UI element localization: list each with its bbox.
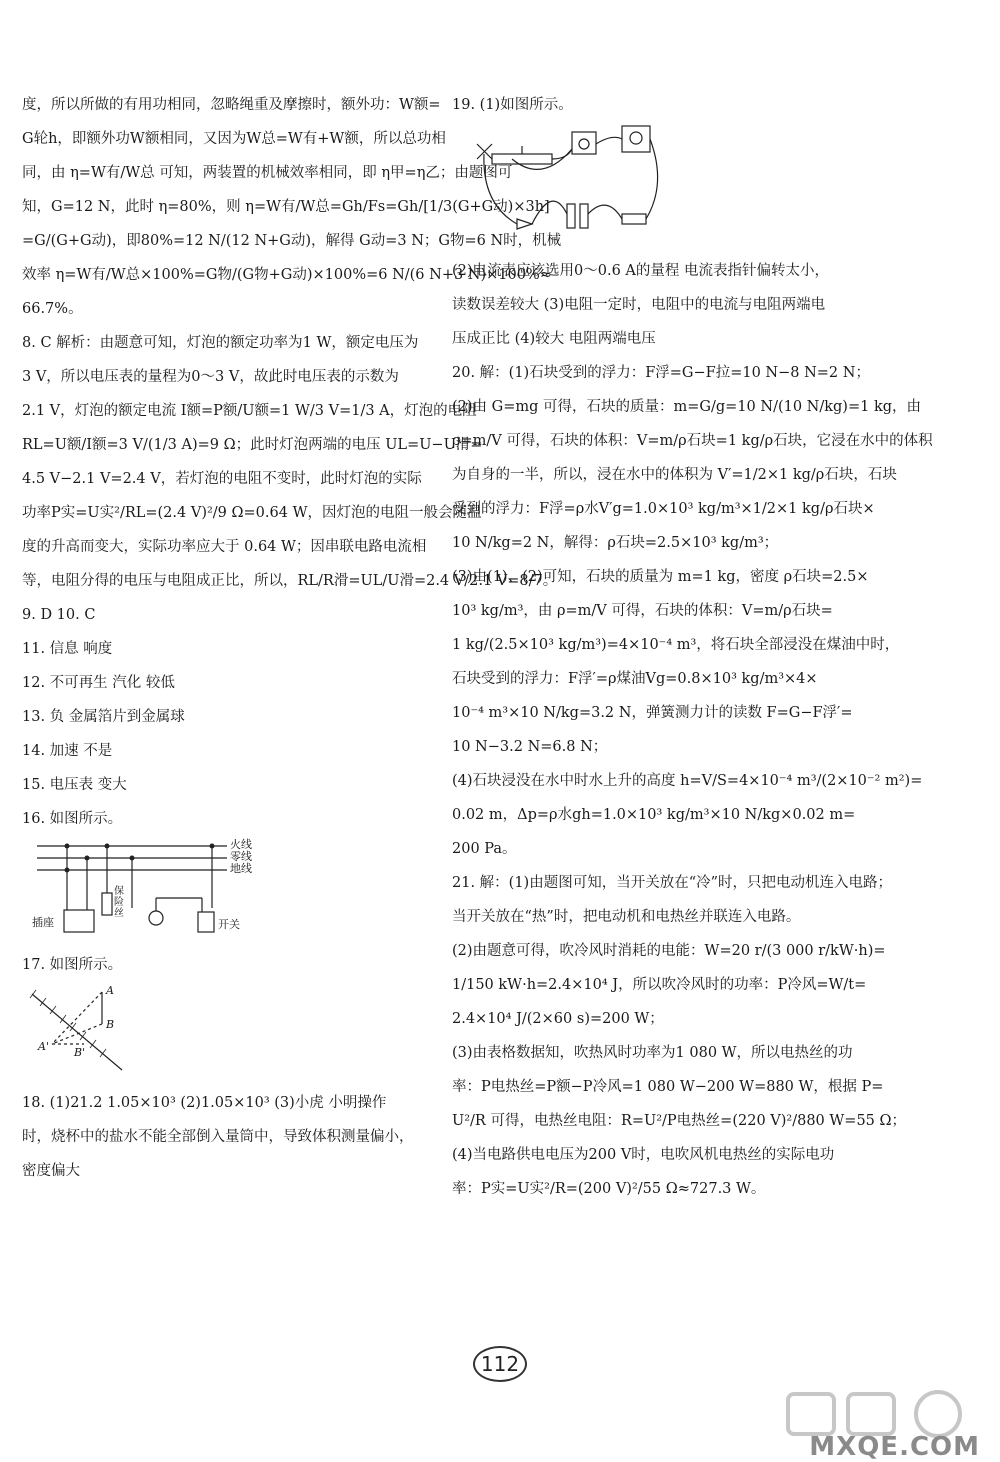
text-line: 效率 η=W有/W总×100%=G物/(G物+G动)×100%=6 N/(6 N+3 N)×100%≈	[22, 267, 552, 283]
answer-9-10: 9. D 10. C	[22, 607, 96, 623]
fig17-label-a-prime: A'	[38, 1040, 49, 1053]
text-line: 66.7%。	[22, 301, 83, 317]
watermark-url: MXQE.COM	[809, 1432, 980, 1462]
text-line: 10 N−3.2 N=6.8 N；	[452, 739, 608, 755]
fig17-label-b: B	[106, 1018, 115, 1031]
answer-11: 11. 信息 响度	[22, 641, 113, 657]
answer-20: 20. 解：(1)石块受到的浮力：F浮=G−F拉=10 N−8 N=2 N；	[452, 365, 870, 381]
fig16-switch-label: 开关	[218, 918, 240, 931]
text-line: 2.1 V，灯泡的额定电流 I额=P额/U额=1 W/3 V=1/3 A，灯泡的电阻	[22, 403, 477, 419]
text-line: 4.5 V−2.1 V=2.4 V，若灯泡的电阻不变时，此时灯泡的实际	[22, 471, 422, 487]
answer-18: 18. (1)21.2 1.05×10³ (2)1.05×10³ (3)小虎 小明操作	[22, 1095, 387, 1111]
figure-19-experiment	[472, 124, 892, 248]
figure-16-circuit	[22, 838, 440, 942]
text-line: (2)由题意可得，吹冷风时消耗的电能：W=20 r/(3 000 r/kW·h)=	[452, 943, 886, 959]
answer-12: 12. 不可再生 汽化 较低	[22, 675, 175, 691]
text-line: 200 Pa。	[452, 841, 517, 857]
mirror-diagram	[22, 984, 152, 1076]
text-line: (3)由(1)、(2)可知，石块的质量为 m=1 kg，密度 ρ石块=2.5×	[452, 569, 869, 585]
text-line: =G/(G+G动)，即80%=12 N/(12 N+G动)，解得 G动=3 N；G物=6 N时，机械	[22, 233, 562, 249]
text-line: RL=U额/I额=3 V/(1/3 A)=9 Ω；此时灯泡两端的电压 UL=U−U滑=	[22, 437, 483, 453]
text-line: 时，烧杯中的盐水不能全部倒入量筒中，导致体积测量偏小，	[22, 1129, 414, 1145]
right-column	[452, 88, 933, 1206]
text-line: 3 V，所以电压表的量程为0～3 V，故此时电压表的示数为	[22, 369, 399, 385]
text-line: 1/150 kW·h=2.4×10⁴ J，所以吹冷风时的功率：P冷风=W/t=	[452, 977, 867, 993]
answer-15: 15. 电压表 变大	[22, 777, 127, 793]
text-line: 读数误差较大 (3)电阻一定时，电阻中的电流与电阻两端电	[452, 297, 826, 313]
text-line: 压成正比 (4)较大 电阻两端电压	[452, 331, 656, 347]
text-line: 率：P实=U实²/R=(200 V)²/55 Ω≈727.3 W。	[452, 1181, 766, 1197]
answer-21: 21. 解：(1)由题图可知，当开关放在“冷”时，只把电动机连入电路；	[452, 875, 893, 891]
answer-17: 17. 如图所示。	[22, 957, 123, 973]
text-line: 同，由 η=W有/W总 可知，两装置的机械效率相同，即 η甲=η乙；由题图可	[22, 165, 513, 181]
text-line: 率：P电热丝=P额−P冷风=1 080 W−200 W=880 W，根据 P=	[452, 1079, 884, 1095]
figure-17-mirror	[22, 984, 440, 1080]
text-line: 石块受到的浮力：F浮′=ρ煤油Vg=0.8×10³ kg/m³×4×	[452, 671, 818, 687]
text-line: U²/R 可得，电热丝电阻：R=U²/P电热丝=(220 V)²/880 W=55 Ω；	[452, 1113, 907, 1129]
text-line: (2)由 G=mg 可得，石块的质量：m=G/g=10 N/(10 N/kg)=1 kg，由	[452, 399, 922, 415]
fig16-fuse-label: 保险丝	[114, 886, 124, 919]
text-line: G轮h，即额外功W额相同，又因为W总=W有+W额，所以总功相	[22, 131, 446, 147]
answer-8: 8. C 解析：由题意可知，灯泡的额定功率为1 W，额定电压为	[22, 335, 419, 351]
fig17-label-b-prime: B'	[74, 1046, 86, 1059]
text-line: 密度偏大	[22, 1163, 80, 1179]
text-line: 度，所以所做的有用功相同，忽略绳重及摩擦时，额外功：W额=	[22, 97, 441, 113]
text-line: 10³ kg/m³，由 ρ=m/V 可得，石块的体积：V=m/ρ石块=	[452, 603, 833, 619]
text-line: 2.4×10⁴ J/(2×60 s)=200 W；	[452, 1011, 664, 1027]
text-line: (3)由表格数据知，吹热风时功率为1 080 W，所以电热丝的功	[452, 1045, 853, 1061]
fig16-socket-label: 插座	[32, 916, 54, 929]
answer-16: 16. 如图所示。	[22, 811, 123, 827]
text-line: 等，电阻分得的电压与电阻成正比，所以，RL/R滑=UL/U滑=2.4 V/2.1 V=8/7。	[22, 573, 558, 589]
fig16-ground-label: 地线	[230, 862, 252, 875]
answer-14: 14. 加速 不是	[22, 743, 113, 759]
page-footer	[0, 1346, 1000, 1382]
answer-19: 19. (1)如图所示。	[452, 97, 573, 113]
text-line: (2)电流表应该选用0～0.6 A的量程 电流表指针偏转太小，	[452, 263, 830, 279]
fig17-label-a: A	[106, 984, 114, 997]
text-line: (4)当电路供电电压为200 V时，电吹风机电热丝的实际电功	[452, 1147, 835, 1163]
fig16-live-label: 火线	[230, 838, 252, 851]
text-line: 当开关放在“热”时，把电动机和电热丝并联连入电路。	[452, 909, 801, 925]
answer-13: 13. 负 金属箔片到金属球	[22, 709, 185, 725]
page-number: 112	[473, 1346, 527, 1382]
text-line: 受到的浮力：F浮=ρ水V′g=1.0×10³ kg/m³×1/2×1 kg/ρ石块×	[452, 501, 875, 517]
text-line: 功率P实=U实²/RL=(2.4 V)²/9 Ω=0.64 W，因灯泡的电阻一般会随温	[22, 505, 482, 521]
text-line: 10 N/kg=2 N，解得：ρ石块=2.5×10³ kg/m³；	[452, 535, 779, 551]
text-line: 10⁻⁴ m³×10 N/kg=3.2 N，弹簧测力计的读数 F=G−F浮′=	[452, 705, 853, 721]
experiment-circuit	[472, 124, 672, 244]
text-line: 1 kg/(2.5×10³ kg/m³)=4×10⁻⁴ m³，将石块全部浸没在煤油中时，	[452, 637, 900, 653]
text-line: ρ=m/V 可得，石块的体积：V=m/ρ石块=1 kg/ρ石块，它浸在水中的体积	[452, 433, 933, 449]
text-line: 度的升高而变大，实际功率应大于 0.64 W；因串联电路电流相	[22, 539, 427, 555]
fig16-neutral-label: 零线	[230, 850, 252, 863]
text-line: 0.02 m，Δp=ρ水gh=1.0×10³ kg/m³×10 N/kg×0.02 m=	[452, 807, 856, 823]
text-line: 知，G=12 N，此时 η=80%，则 η=W有/W总=Gh/Fs=Gh/[1/3(G+G动)×3h]	[22, 199, 550, 215]
text-line: (4)石块浸没在水中时水上升的高度 h=V/S=4×10⁻⁴ m³/(2×10⁻² m²)=	[452, 773, 923, 789]
text-line: 为自身的一半，所以，浸在水中的体积为 V′=1/2×1 kg/ρ石块，石块	[452, 467, 897, 483]
